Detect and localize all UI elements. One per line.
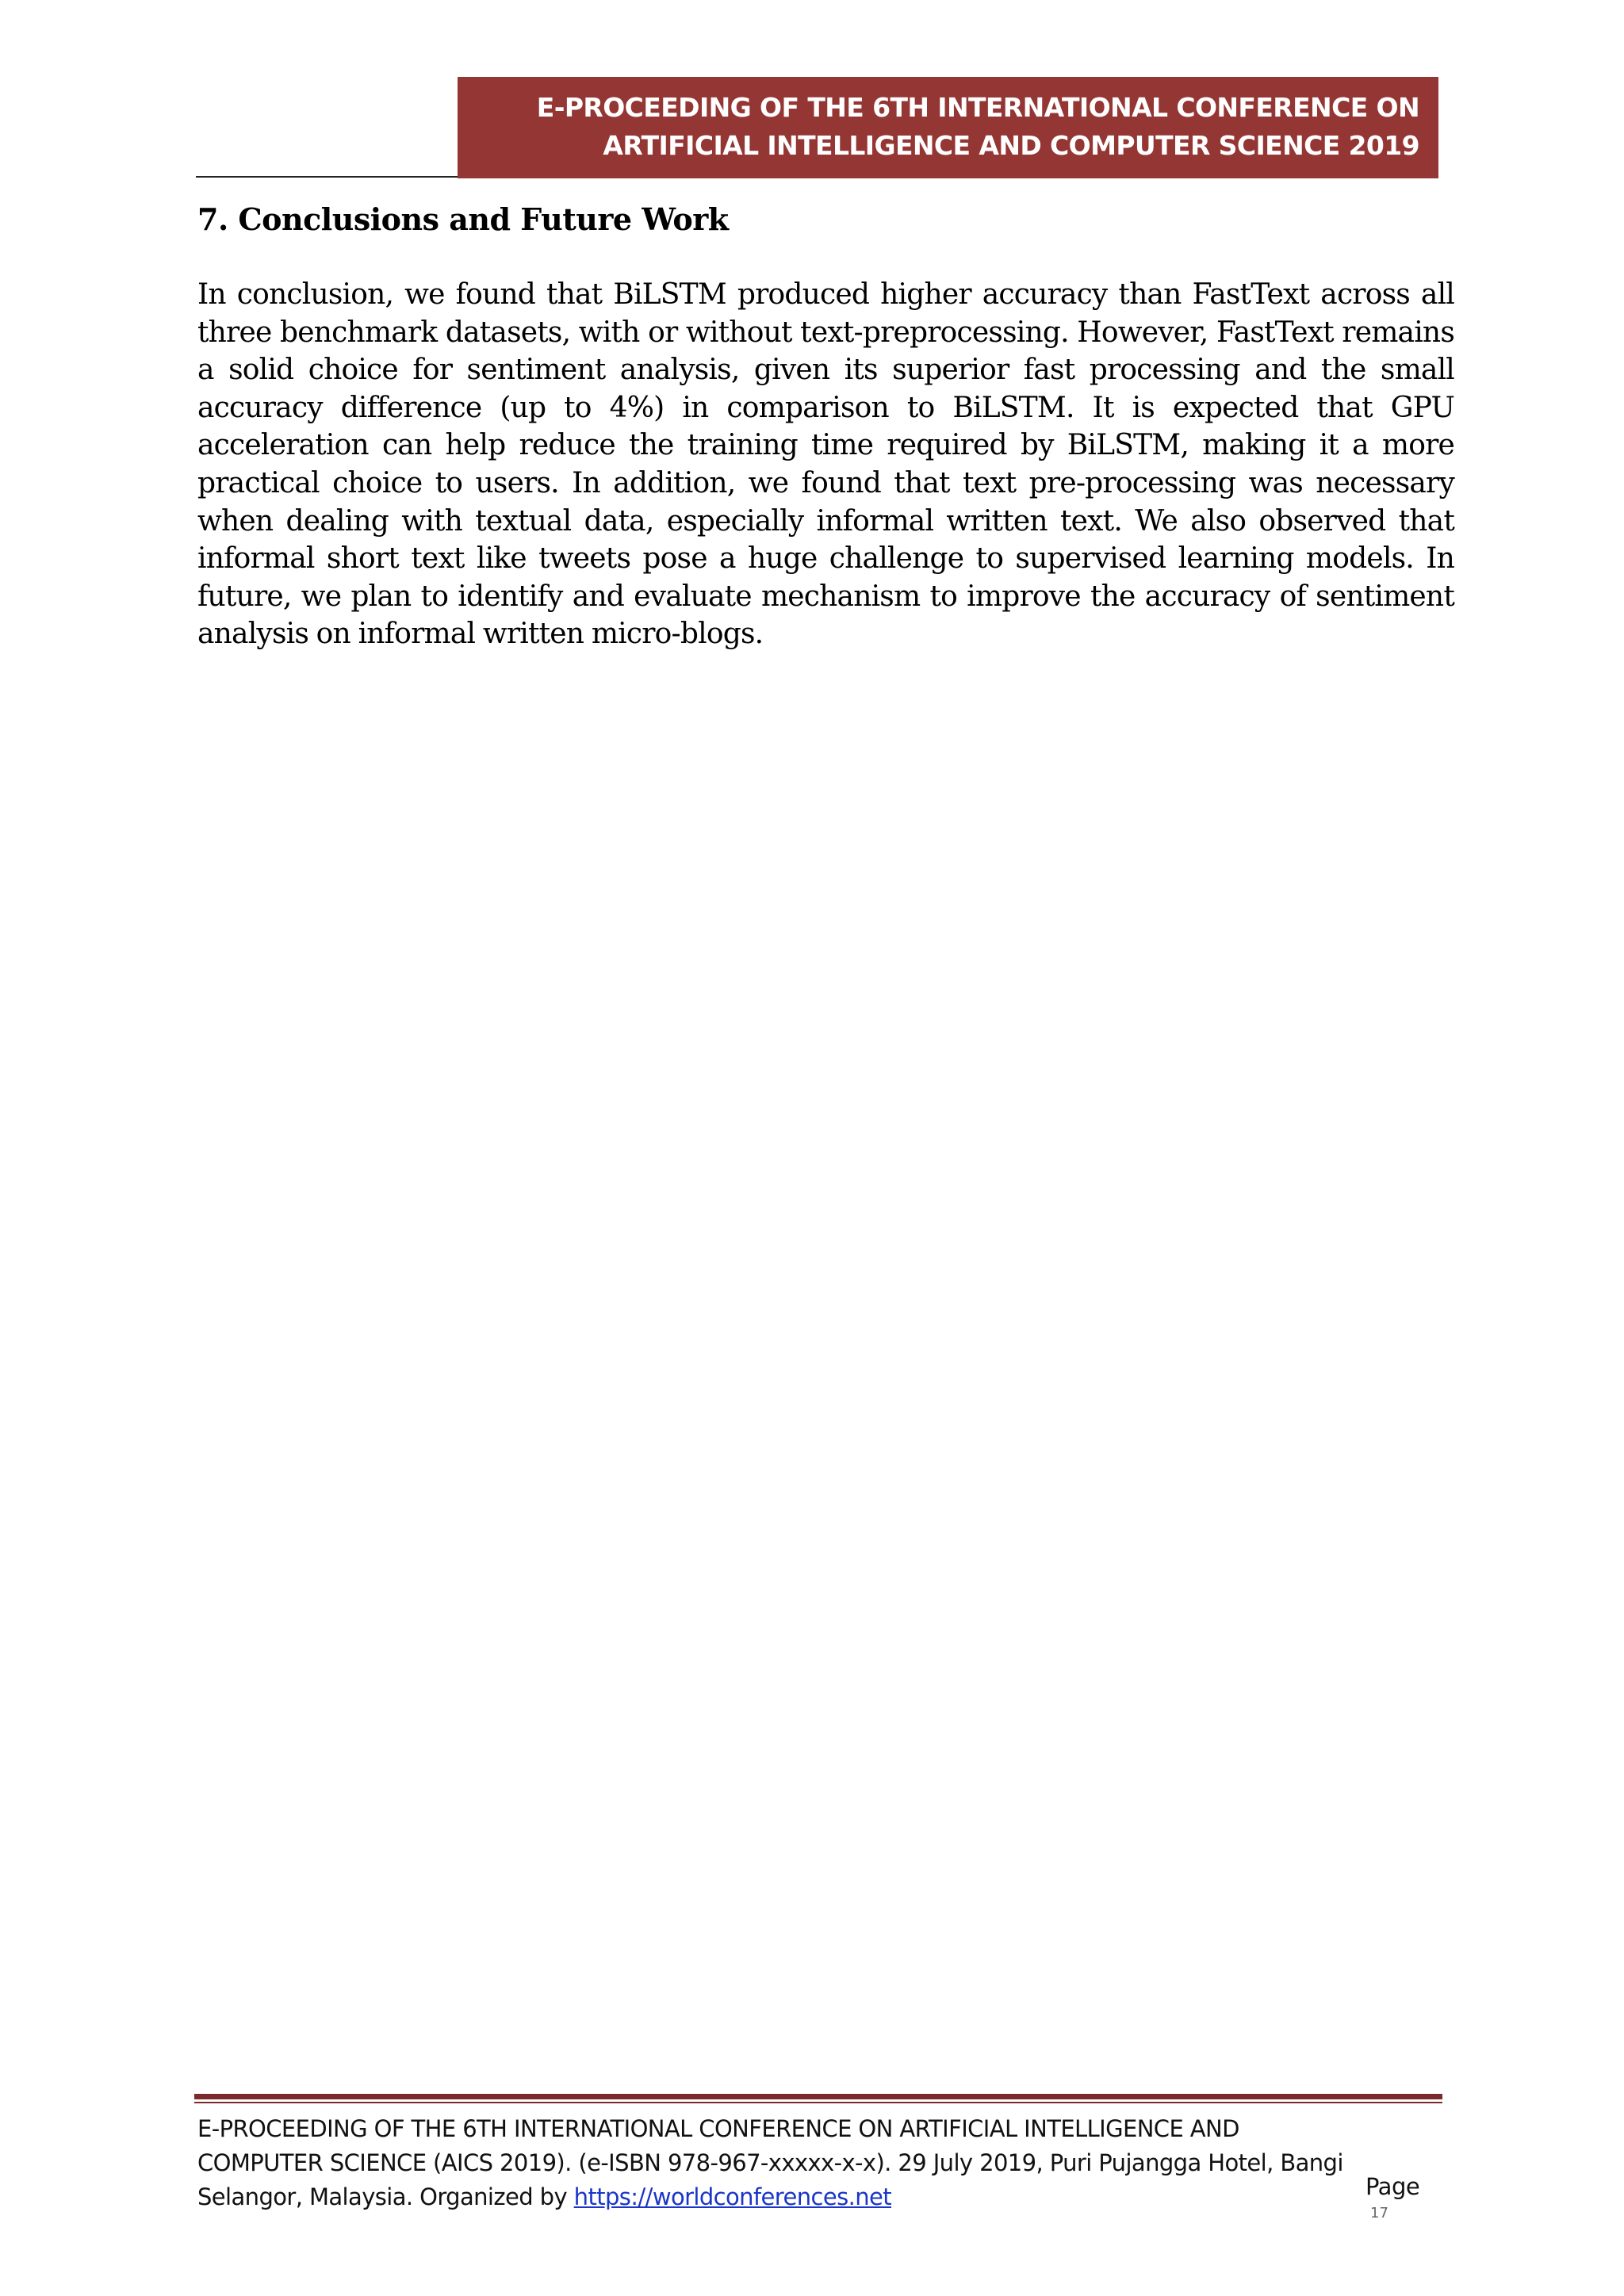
- footer-text: [197, 2112, 1434, 2221]
- header-rule: [196, 176, 458, 178]
- footer-rule-thin: [194, 2102, 1442, 2103]
- worldconferences-link[interactable]: https://worldconferences.net: [573, 2183, 892, 2210]
- section-heading: 7. Conclusions and Future Work: [197, 201, 729, 237]
- header-banner: [458, 77, 1438, 178]
- page-number: 17: [1370, 2205, 1388, 2221]
- footer-rule-thick: [194, 2094, 1442, 2099]
- header-banner-line-2: ARTIFICIAL INTELLIGENCE AND COMPUTER SCIENCE 2019: [603, 130, 1419, 161]
- page-label: Page: [1365, 2173, 1420, 2200]
- header-banner-line-1: E-PROCEEDING OF THE 6TH INTERNATIONAL CONFERENCE ON: [536, 92, 1419, 123]
- conclusion-paragraph: In conclusion, we found that BiLSTM produced higher accuracy than FastText across all three benchmark datasets, with or without text-preprocessing. However, FastText remains a solid choice for sentiment analysis, given its superior fast processing and the small accuracy difference (up to 4%) in comparison to BiLSTM. It is expected that GPU acceleration can help reduce the training time required by BiLSTM, making it a more practical choice to users. In addition, we found that text pre-processing was necessary when dealing with textual data, especially informal written text. We also observed that informal short text like tweets pose a huge challenge to supervised learning models. In future, we plan to identify and evaluate mechanism to improve the accuracy of sentiment analysis on informal written micro-blogs.: [197, 278, 1454, 651]
- footer-organizer-text: Selangor, Malaysia. Organized by: [197, 2183, 574, 2210]
- footer-line-2: COMPUTER SCIENCE (AICS 2019). (e-ISBN 978-967-xxxxx-x-x). 29 July 2019, Puri Pujangga Hotel, Bangi: [197, 2149, 1343, 2176]
- footer-line-1: E-PROCEEDING OF THE 6TH INTERNATIONAL CONFERENCE ON ARTIFICIAL INTELLIGENCE AND: [197, 2115, 1239, 2142]
- footer-line-3: [197, 2180, 1434, 2221]
